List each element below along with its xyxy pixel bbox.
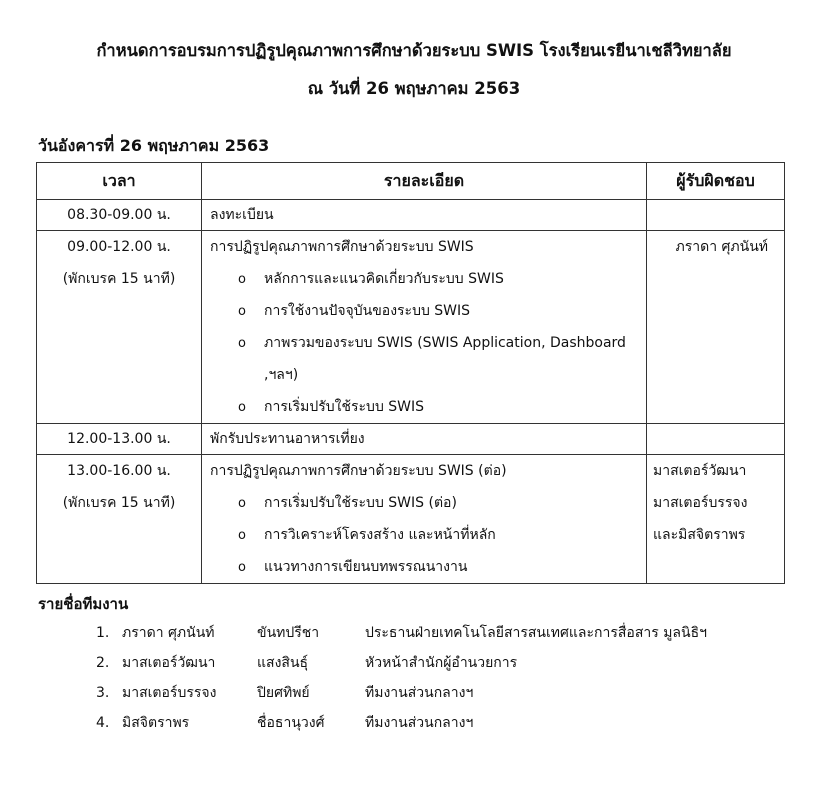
detail-heading: การปฏิรูปคุณภาพการศึกษาด้วยระบบ SWIS (ต่อ) — [210, 463, 507, 479]
list-item — [0, 622, 828, 652]
detail-item-continuation: ,ฯลฯ) — [264, 367, 299, 383]
details-cell — [202, 424, 647, 455]
responsible-cell — [647, 200, 785, 231]
member-surname: ชื่อธานุวงศ์ — [257, 715, 325, 731]
member-name: มาสเตอร์วัฒนา — [122, 655, 216, 671]
member-surname: ปิยศทิพย์ — [257, 685, 310, 701]
member-name: ภราดา ศุภนันท์ — [122, 625, 215, 641]
detail-item — [202, 327, 646, 359]
header-time: เวลา — [37, 163, 202, 200]
time-cell — [37, 455, 202, 584]
time-cell — [37, 200, 202, 231]
bullet-icon: o — [238, 496, 246, 511]
table-row — [37, 231, 785, 424]
bullet-icon: o — [238, 560, 246, 575]
detail-item — [202, 487, 646, 519]
detail-item — [202, 551, 646, 583]
detail-heading: การปฏิรูปคุณภาพการศึกษาด้วยระบบ SWIS — [210, 239, 474, 255]
team-list — [0, 622, 828, 742]
time-text: 09.00-12.00 น. — [67, 239, 171, 255]
member-role: หัวหน้าสำนักผู้อำนวยการ — [365, 655, 518, 671]
list-item — [0, 712, 828, 742]
time-cell — [37, 231, 202, 424]
member-name: มิสจิตราพร — [122, 715, 190, 731]
member-number: 2. — [96, 655, 110, 671]
detail-text: พักรับประทานอาหารเที่ยง — [210, 431, 365, 447]
bullet-icon: o — [238, 400, 246, 415]
responsible-name: ภราดา ศุภนันท์ — [675, 239, 768, 255]
detail-item-text: การเริ่มปรับใช้ระบบ SWIS (ต่อ) — [264, 495, 457, 511]
table-row — [37, 424, 785, 455]
time-cell — [37, 424, 202, 455]
responsible-cell — [647, 424, 785, 455]
member-role: ประธานฝ่ายเทคโนโลยีสารสนเทศและการสื่อสาร มูลนิธิฯ — [365, 625, 707, 641]
responsible-cell — [647, 231, 785, 424]
member-role: ทีมงานส่วนกลางฯ — [365, 685, 474, 701]
member-surname: ขันทปรีชา — [257, 625, 320, 641]
time-text: 13.00-16.00 น. — [67, 463, 171, 479]
detail-item-text: การเริ่มปรับใช้ระบบ SWIS — [264, 399, 425, 415]
responsible-cell — [647, 455, 785, 584]
member-number: 4. — [96, 715, 110, 731]
detail-item-text: แนวทางการเขียนบทพรรณนางาน — [264, 559, 468, 575]
member-number: 3. — [96, 685, 110, 701]
responsible-name: มาสเตอร์วัฒนา — [653, 463, 747, 479]
table-row — [37, 200, 785, 231]
time-text: 08.30-09.00 น. — [67, 207, 171, 223]
day-heading: วันอังคารที่ 26 พฤษภาคม 2563 — [38, 136, 270, 155]
team-heading: รายชื่อทีมงาน — [38, 595, 129, 613]
list-item — [0, 682, 828, 712]
table-row — [37, 455, 785, 584]
member-role: ทีมงานส่วนกลางฯ — [365, 715, 474, 731]
bullet-icon: o — [238, 272, 246, 287]
time-text: 12.00-13.00 น. — [67, 431, 171, 447]
details-cell — [202, 455, 647, 584]
details-cell — [202, 200, 647, 231]
detail-item-text: ภาพรวมของระบบ SWIS (SWIS Application, Dashboard — [264, 335, 626, 351]
document-date-subtitle: ณ วันที่ 26 พฤษภาคม 2563 — [307, 79, 521, 98]
member-number: 1. — [96, 625, 110, 641]
bullet-icon: o — [238, 528, 246, 543]
table-header-row — [37, 163, 785, 200]
member-name: มาสเตอร์บรรจง — [122, 685, 217, 701]
responsible-name: มาสเตอร์บรรจง — [653, 495, 748, 511]
responsible-name: และมิสจิตราพร — [653, 527, 746, 543]
detail-item — [202, 295, 646, 327]
header-responsible: ผู้รับผิดชอบ — [647, 163, 785, 200]
schedule-table — [36, 162, 785, 584]
detail-item — [202, 519, 646, 551]
bullet-icon: o — [238, 336, 246, 351]
break-note: (พักเบรค 15 นาที) — [62, 495, 176, 511]
detail-item — [202, 391, 646, 423]
detail-item — [202, 263, 646, 295]
document-title: กำหนดการอบรมการปฏิรูปคุณภาพการศึกษาด้วยระบบ SWIS โรงเรียนเรยีนาเชลีวิทยาลัย — [96, 41, 732, 60]
detail-item-text: การใช้งานปัจจุบันของระบบ SWIS — [264, 303, 471, 319]
detail-text: ลงทะเบียน — [210, 207, 274, 223]
member-surname: แสงสินธุ์ — [257, 655, 309, 671]
detail-item-text: การวิเคราะห์โครงสร้าง และหน้าที่หลัก — [264, 527, 496, 543]
details-cell — [202, 231, 647, 424]
list-item — [0, 652, 828, 682]
break-note: (พักเบรค 15 นาที) — [62, 271, 176, 287]
detail-item-text: หลักการและแนวคิดเกี่ยวกับระบบ SWIS — [264, 271, 504, 287]
bullet-icon: o — [238, 304, 246, 319]
header-details: รายละเอียด — [202, 163, 647, 200]
